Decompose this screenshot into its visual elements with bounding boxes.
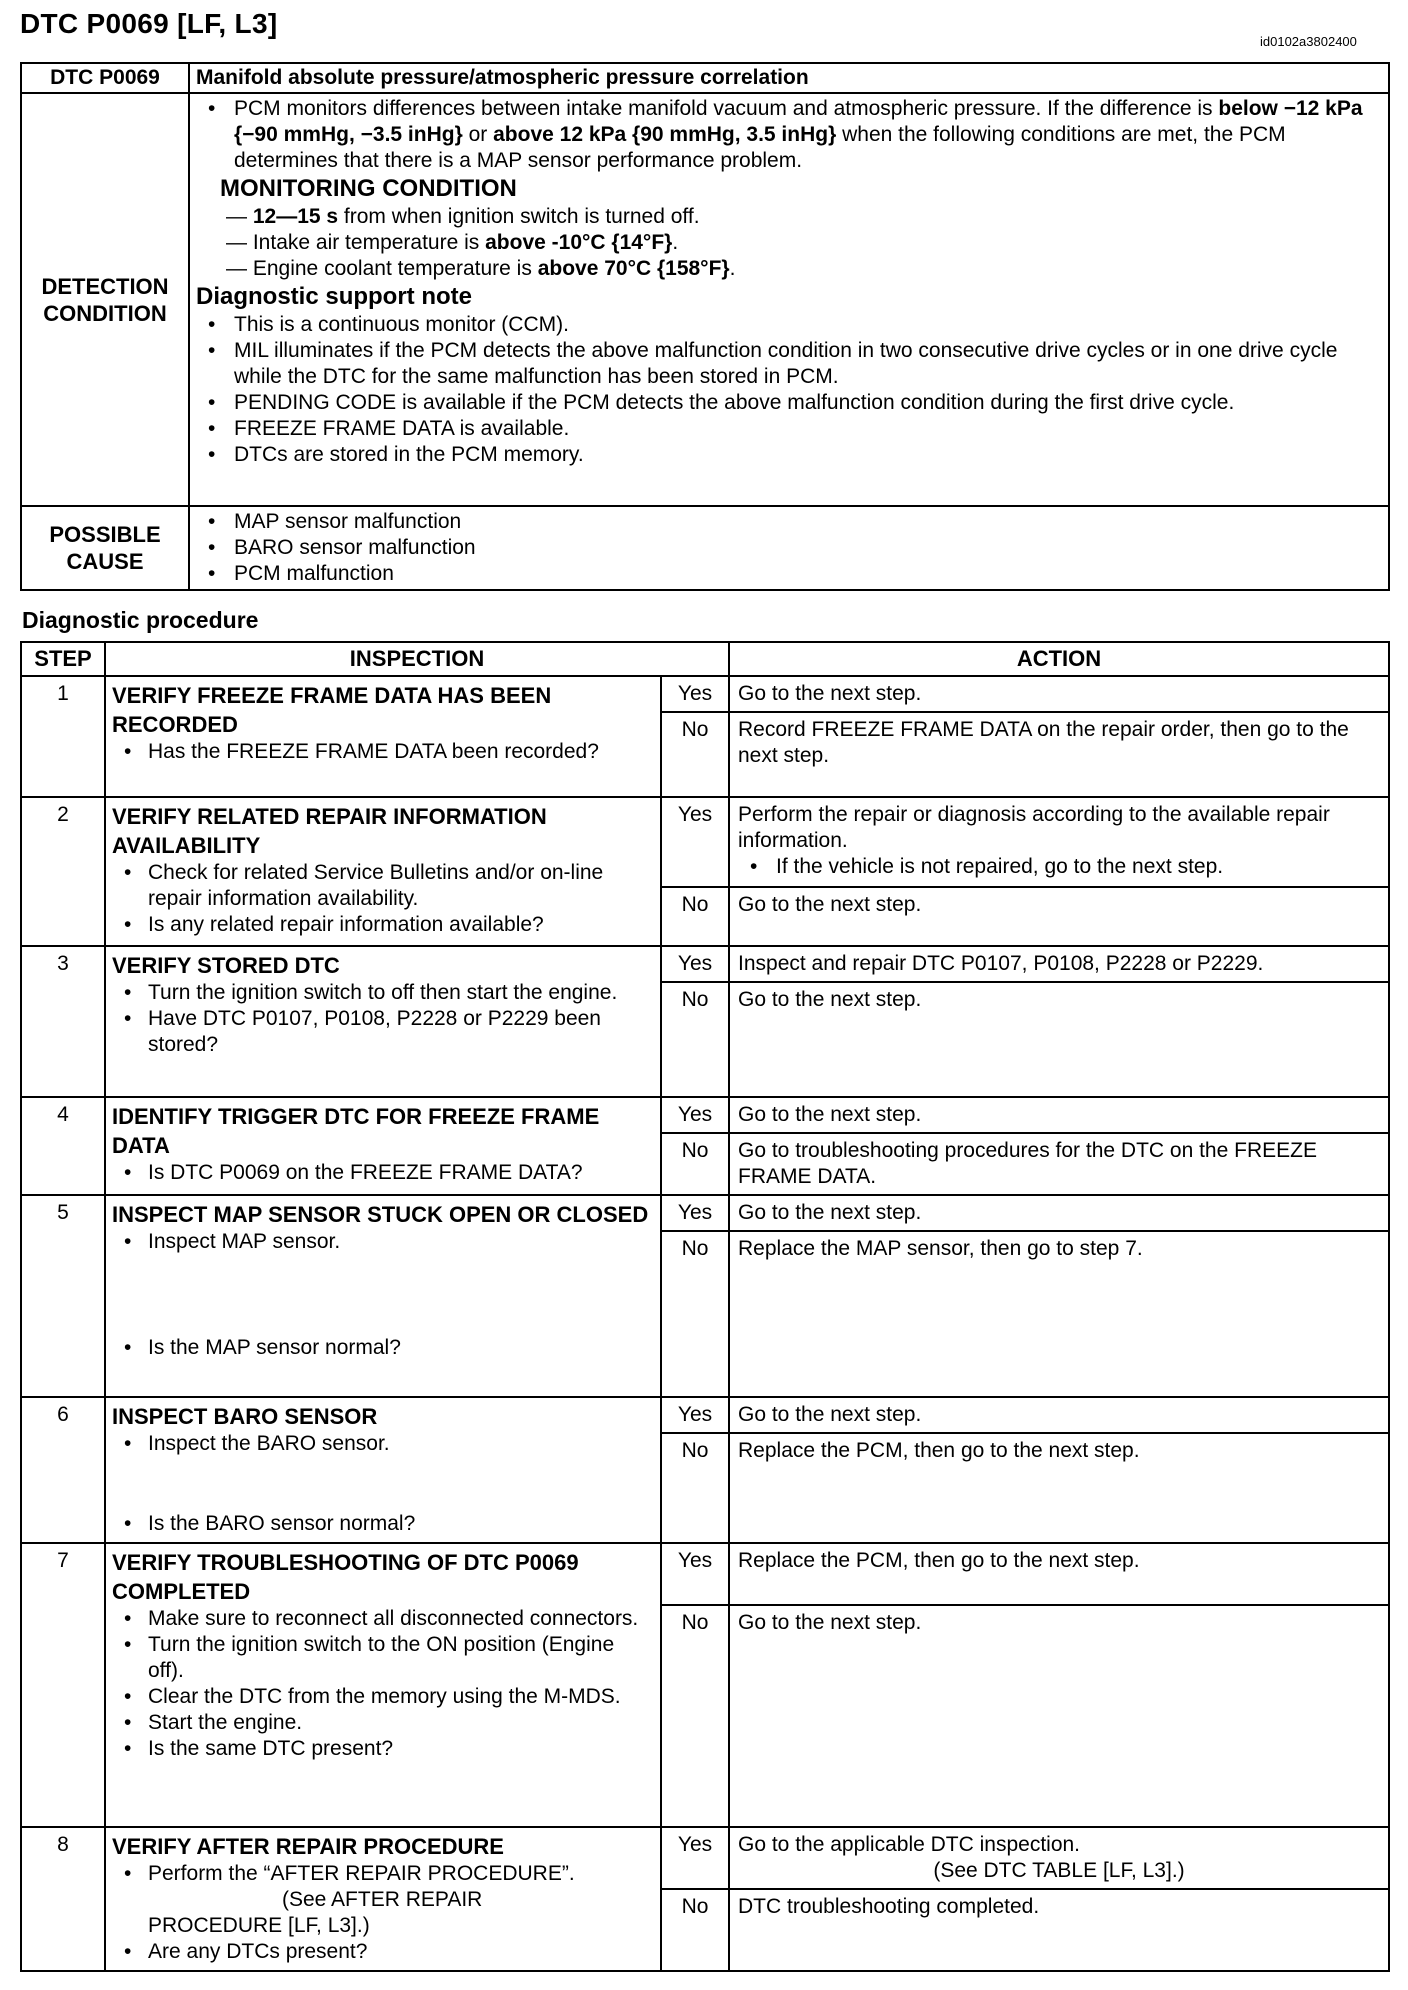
dtc-description: Manifold absolute pressure/atmospheric pressure correlation <box>189 63 1389 93</box>
no-label: No <box>661 1133 729 1195</box>
possible-cause-label: POSSIBLE CAUSE <box>21 506 189 590</box>
step-number: 4 <box>21 1097 105 1195</box>
yes-action: Go to the next step. <box>729 1195 1389 1231</box>
inspection-header: INSPECTION <box>105 642 729 676</box>
no-action: Go to the next step. <box>729 982 1389 1097</box>
inspection-bullet: • Has the FREEZE FRAME DATA been recorded? <box>112 739 654 765</box>
inspection-bullet: • Inspect MAP sensor. <box>112 1229 654 1255</box>
monitoring-item: — Engine coolant temperature is above 70°C {158°F}. <box>226 257 736 280</box>
detection-condition-row <box>21 93 1389 506</box>
dtc-header-row <box>21 63 1389 93</box>
yes-action: Perform the repair or diagnosis according to the available repair information. • If the vehicle is not repaired, go to the next step. <box>729 797 1389 887</box>
step-row <box>21 1397 1389 1433</box>
dtc-info-table <box>20 62 1390 591</box>
inspection-bullet: • Have DTC P0107, P0108, P2228 or P2229 been stored? <box>112 1006 654 1058</box>
action-bullet: • If the vehicle is not repaired, go to the next step. <box>738 854 1380 880</box>
support-note: • FREEZE FRAME DATA is available. <box>196 416 1382 442</box>
yes-action: Go to the next step. <box>729 676 1389 712</box>
step-inspection: VERIFY TROUBLESHOOTING OF DTC P0069 COMPLETED • Make sure to reconnect all disconnected connectors. • Turn the ignition switch to the ON position (Engine off). • Clear the DTC from the memory using the M-MDS. • Start the engine. • Is the same DTC present? <box>105 1543 661 1827</box>
step-number: 1 <box>21 676 105 797</box>
no-action: Replace the PCM, then go to the next step. <box>729 1433 1389 1543</box>
inspection-bullet: • Start the engine. <box>112 1710 654 1736</box>
inspection-bullet: • Perform the “AFTER REPAIR PROCEDURE”. <box>112 1861 654 1887</box>
step-inspection: VERIFY STORED DTC • Turn the ignition switch to off then start the engine. • Have DTC P0107, P0108, P2228 or P2229 been stored? <box>105 946 661 1097</box>
step-inspection: VERIFY RELATED REPAIR INFORMATION AVAILABILITY • Check for related Service Bulletins and/or on-line repair information availability. • Is any related repair information available? <box>105 797 661 946</box>
yes-label: Yes <box>661 1097 729 1133</box>
step-row <box>21 946 1389 982</box>
action-reference: (See DTC TABLE [LF, L3].) <box>933 1859 1185 1882</box>
possible-cause-row <box>21 506 1389 590</box>
detection-condition-body <box>189 93 1389 506</box>
diagnostic-support-heading: Diagnostic support note <box>196 283 472 310</box>
no-action: Go to the next step. <box>729 1605 1389 1827</box>
no-label: No <box>661 1231 729 1397</box>
inspection-bullet: • Is the same DTC present? <box>112 1736 654 1762</box>
step-row <box>21 1097 1389 1133</box>
step-inspection: INSPECT MAP SENSOR STUCK OPEN OR CLOSED • Inspect MAP sensor. • Is the MAP sensor normal? <box>105 1195 661 1397</box>
step-inspection: VERIFY FREEZE FRAME DATA HAS BEEN RECORDED • Has the FREEZE FRAME DATA been recorded? <box>105 676 661 797</box>
detection-intro: • PCM monitors differences between intake manifold vacuum and atmospheric pressure. If the difference is below −12 kPa {−90 mmHg, −3.5 inHg} or above 12 kPa {90 mmHg, 3.5 inHg} when the following conditions are met, the PCM determines that there is a MAP sensor performance problem. <box>196 96 1382 174</box>
step-row <box>21 1827 1389 1889</box>
no-label: No <box>661 982 729 1097</box>
cause-item: • BARO sensor malfunction <box>196 535 1382 561</box>
step-inspection: IDENTIFY TRIGGER DTC FOR FREEZE FRAME DATA • Is DTC P0069 on the FREEZE FRAME DATA? <box>105 1097 661 1195</box>
document-id: id0102a3802400 <box>1260 34 1357 49</box>
inspection-bullet: • Is the BARO sensor normal? <box>112 1511 654 1537</box>
no-label: No <box>661 1433 729 1543</box>
yes-action: Go to the applicable DTC inspection. (See DTC TABLE [LF, L3].) <box>729 1827 1389 1889</box>
step-inspection: VERIFY AFTER REPAIR PROCEDURE • Perform the “AFTER REPAIR PROCEDURE”. (See AFTER REPAIR PROCEDURE [LF, L3].) • Are any DTCs present? <box>105 1827 661 1971</box>
no-label: No <box>661 712 729 797</box>
monitoring-item: — Intake air temperature is above -10°C {14°F}. <box>226 231 679 254</box>
no-label: No <box>661 1605 729 1827</box>
step-number: 3 <box>21 946 105 1097</box>
monitoring-condition-heading: MONITORING CONDITION <box>220 175 517 202</box>
yes-action: Replace the PCM, then go to the next step. <box>729 1543 1389 1605</box>
action-header: ACTION <box>729 642 1389 676</box>
page-title: DTC P0069 [LF, L3] <box>20 8 278 39</box>
no-label: No <box>661 887 729 946</box>
support-note: • PENDING CODE is available if the PCM detects the above malfunction condition during the first drive cycle. <box>196 390 1382 416</box>
yes-label: Yes <box>661 676 729 712</box>
inspection-bullet: • Are any DTCs present? <box>112 1939 654 1965</box>
no-action: Go to troubleshooting procedures for the DTC on the FREEZE FRAME DATA. <box>729 1133 1389 1195</box>
diagnostic-procedure-title: Diagnostic procedure <box>22 607 259 633</box>
yes-label: Yes <box>661 797 729 887</box>
step-number: 8 <box>21 1827 105 1971</box>
detection-condition-label: DETECTION CONDITION <box>21 93 189 506</box>
support-note: • MIL illuminates if the PCM detects the above malfunction condition in two consecutive drive cycles or in one drive cycle while the DTC for the same malfunction has been stored in PCM. <box>196 338 1382 390</box>
support-notes-list <box>196 312 1382 468</box>
no-action: Replace the MAP sensor, then go to step 7. <box>729 1231 1389 1397</box>
inspection-bullet: • Make sure to reconnect all disconnected connectors. <box>112 1606 654 1632</box>
no-action: DTC troubleshooting completed. <box>729 1889 1389 1971</box>
step-number: 7 <box>21 1543 105 1827</box>
step-inspection: INSPECT BARO SENSOR • Inspect the BARO sensor. • Is the BARO sensor normal? <box>105 1397 661 1543</box>
yes-label: Yes <box>661 1827 729 1889</box>
no-action: Record FREEZE FRAME DATA on the repair order, then go to the next step. <box>729 712 1389 797</box>
step-row <box>21 1543 1389 1605</box>
support-note: • DTCs are stored in the PCM memory. <box>196 442 1382 468</box>
inspection-bullet: • Is the MAP sensor normal? <box>112 1335 654 1361</box>
dtc-code: DTC P0069 <box>21 63 189 93</box>
monitoring-item: — 12—15 s from when ignition switch is turned off. <box>226 205 700 228</box>
inspection-bullet: • Turn the ignition switch to the ON position (Engine off). <box>112 1632 654 1684</box>
no-label: No <box>661 1889 729 1971</box>
step-row <box>21 1195 1389 1231</box>
no-action: Go to the next step. <box>729 887 1389 946</box>
step-number: 5 <box>21 1195 105 1397</box>
inspection-bullet: • Is any related repair information available? <box>112 912 654 938</box>
step-row <box>21 797 1389 887</box>
step-row <box>21 676 1389 712</box>
step-number: 6 <box>21 1397 105 1543</box>
cause-item: • PCM malfunction <box>196 561 1382 587</box>
yes-action: Inspect and repair DTC P0107, P0108, P2228 or P2229. <box>729 946 1389 982</box>
inspection-reference: PROCEDURE [LF, L3].) <box>148 1914 370 1937</box>
support-note: • This is a continuous monitor (CCM). <box>196 312 1382 338</box>
yes-label: Yes <box>661 1543 729 1605</box>
step-number: 2 <box>21 797 105 946</box>
yes-label: Yes <box>661 1195 729 1231</box>
inspection-bullet: • Turn the ignition switch to off then start the engine. <box>112 980 654 1006</box>
yes-label: Yes <box>661 1397 729 1433</box>
diagnostic-procedure-table <box>20 641 1390 1972</box>
inspection-bullet: • Clear the DTC from the memory using the M-MDS. <box>112 1684 654 1710</box>
possible-cause-body <box>189 506 1389 590</box>
diagnostic-header-row <box>21 642 1389 676</box>
inspection-bullet: • Check for related Service Bulletins and/or on-line repair information availability. <box>112 860 654 912</box>
cause-item: • MAP sensor malfunction <box>196 509 1382 535</box>
yes-action: Go to the next step. <box>729 1097 1389 1133</box>
yes-action: Go to the next step. <box>729 1397 1389 1433</box>
yes-label: Yes <box>661 946 729 982</box>
step-header: STEP <box>21 642 105 676</box>
inspection-bullet: • Inspect the BARO sensor. <box>112 1431 654 1457</box>
inspection-bullet: • Is DTC P0069 on the FREEZE FRAME DATA? <box>112 1160 654 1186</box>
inspection-reference: (See AFTER REPAIR <box>282 1888 483 1911</box>
